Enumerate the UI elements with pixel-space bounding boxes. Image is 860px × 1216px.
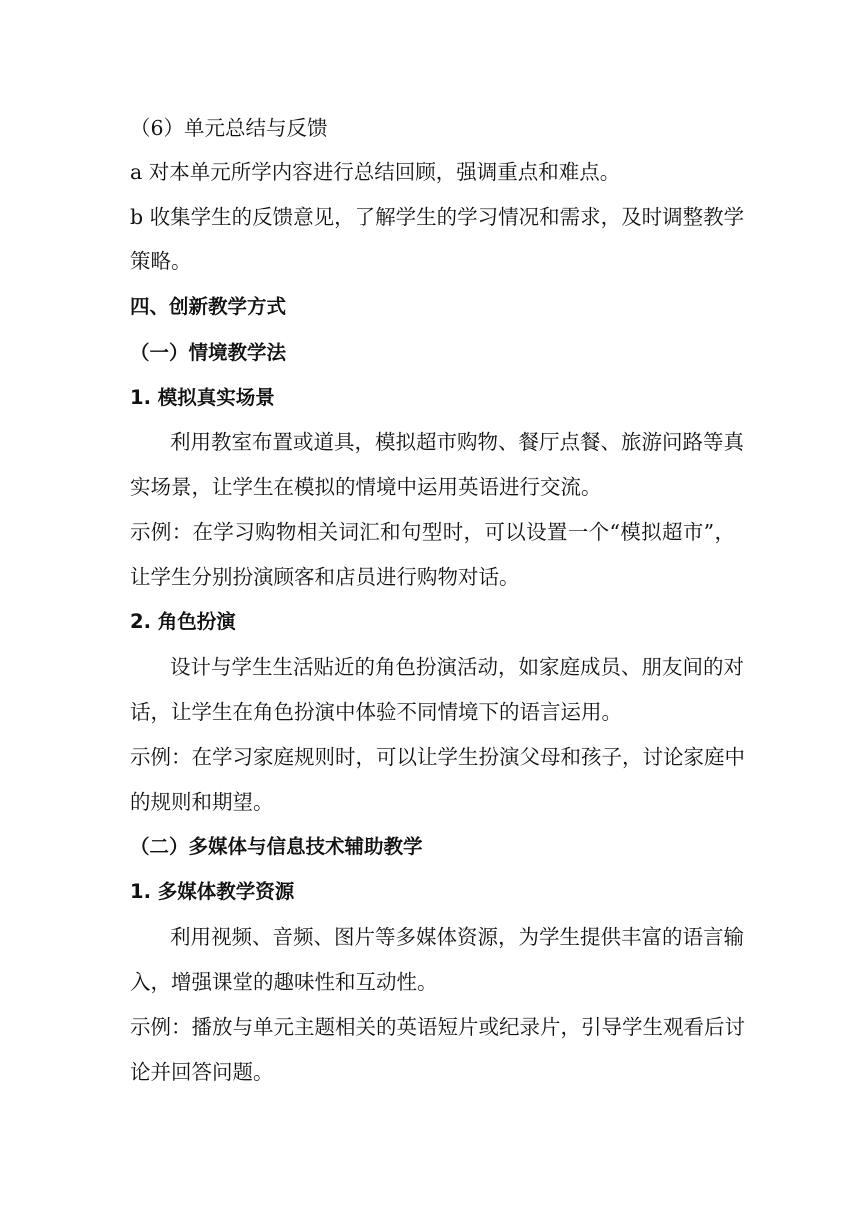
section-heading-innovative-teaching: 四、创新教学方式	[130, 295, 287, 318]
item-heading-role-play: 2. 角色扮演	[130, 610, 236, 633]
example-family-rules-line-2: 的规则和期望。	[130, 790, 274, 814]
subsection-heading-summary-feedback: （6）单元总结与反馈	[130, 116, 328, 140]
paragraph-multimedia-resources-line-1: 利用视频、音频、图片等多媒体资源，为学生提供丰富的语言输	[170, 925, 744, 949]
paragraph-multimedia-resources-line-2: 入，增强课堂的趣味性和互动性。	[130, 970, 438, 994]
paragraph-collect-feedback-line-2: 策略。	[130, 249, 192, 273]
paragraph-simulated-scenes-line-2: 实场景，让学生在模拟的情境中运用英语进行交流。	[130, 475, 602, 499]
example-family-rules-line-1: 示例：在学习家庭规则时，可以让学生扮演父母和孩子，讨论家庭中	[130, 745, 745, 769]
item-heading-multimedia-resources: 1. 多媒体教学资源	[130, 880, 295, 903]
example-short-film-line-2: 论并回答问题。	[130, 1060, 274, 1084]
paragraph-role-play-line-1: 设计与学生生活贴近的角色扮演活动，如家庭成员、朋友间的对	[170, 655, 744, 679]
item-heading-simulated-scenes: 1. 模拟真实场景	[130, 386, 275, 409]
paragraph-simulated-scenes-line-1: 利用教室布置或道具，模拟超市购物、餐厅点餐、旅游问路等真	[170, 430, 744, 454]
example-simulated-supermarket-line-2: 让学生分别扮演顾客和店员进行购物对话。	[130, 565, 520, 589]
example-short-film-line-1: 示例：播放与单元主题相关的英语短片或纪录片，引导学生观看后讨	[130, 1015, 745, 1039]
paragraph-collect-feedback-line-1: b 收集学生的反馈意见，了解学生的学习情况和需求，及时调整教学	[130, 205, 745, 229]
subsection-heading-multimedia-teaching: （二）多媒体与信息技术辅助教学	[130, 835, 423, 858]
paragraph-role-play-line-2: 话，让学生在角色扮演中体验不同情境下的语言运用。	[130, 700, 622, 724]
example-simulated-supermarket-line-1: 示例：在学习购物相关词汇和句型时，可以设置一个“模拟超市”，	[130, 520, 735, 544]
paragraph-summary-review: a 对本单元所学内容进行总结回顾，强调重点和难点。	[130, 160, 621, 184]
subsection-heading-situational-teaching: （一）情境教学法	[130, 341, 287, 364]
